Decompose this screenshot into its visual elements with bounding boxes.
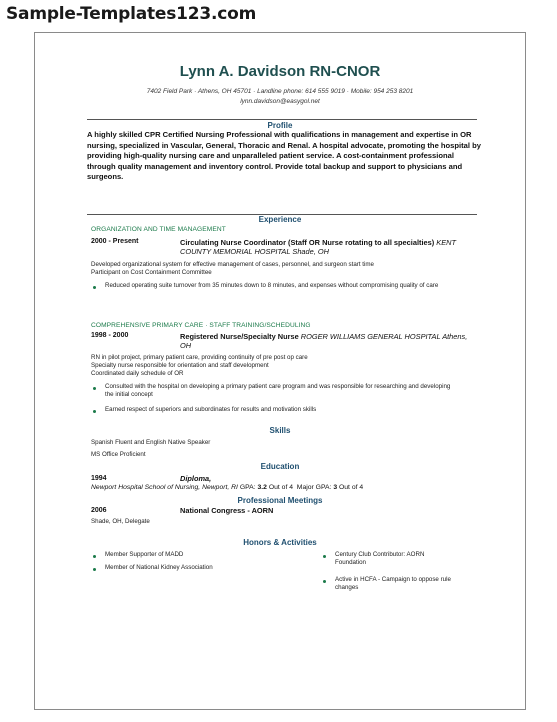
meeting-detail: Shade, OH, Delegate xyxy=(91,518,150,525)
bullet-icon xyxy=(93,568,96,571)
job-bullet: Consulted with the hospital on developing a primary patient care program and was responsible for researching and developing the initial concept xyxy=(105,383,451,398)
bullet-icon xyxy=(323,555,326,558)
experience-title: Experience xyxy=(258,215,302,224)
skill-item: MS Office Proficient xyxy=(91,451,146,458)
major-gpa-label: Major GPA: xyxy=(296,484,332,491)
job-item: Developed organizational system for effective management of cases, personnel, and surgeon start time xyxy=(91,261,374,268)
job-title: Registered Nurse/Specialty Nurse xyxy=(180,332,299,341)
bullet-icon xyxy=(323,580,326,583)
skills-title: Skills xyxy=(269,426,291,435)
bullet-icon xyxy=(93,410,96,413)
honor-item: Member Supporter of MADD xyxy=(105,551,184,558)
honor-item: Member of National Kidney Association xyxy=(105,564,213,571)
job-item: Participant on Cost Containment Committee xyxy=(91,269,212,276)
experience-group-heading: ORGANIZATION AND TIME MANAGEMENT xyxy=(91,226,226,233)
gpa-value: 3.2 xyxy=(257,484,267,491)
bullet-icon xyxy=(93,387,96,390)
job-title: Circulating Nurse Coordinator (Staff OR Nurse rotating to all specialties) xyxy=(180,238,435,247)
email-line[interactable]: lynn.davidson@easygol.net xyxy=(240,98,320,105)
job-date: 2000 - Present xyxy=(91,238,139,245)
site-header xyxy=(0,0,557,28)
education-school: Newport Hospital School of Nursing, Newport, RI xyxy=(91,484,238,491)
gpa-out: Out of 4 xyxy=(268,484,294,491)
education-degree: Diploma, xyxy=(180,474,212,483)
job-item: RN in pilot project, primary patient care, providing continuity of pre post op care xyxy=(91,354,308,361)
major-gpa-value: 3 xyxy=(333,484,338,491)
major-gpa-out: Out of 4 xyxy=(338,484,364,491)
job-employer: KENT COUNTY MEMORIAL HOSPITAL Shade, OH xyxy=(180,238,456,256)
profile-title: Profile xyxy=(267,121,293,130)
profile-rule xyxy=(87,119,477,120)
job-bullet: Reduced operating suite turnover from 35 minutes down to 8 minutes, and expenses without compromising quality of care xyxy=(105,282,439,289)
job-item: Coordinated daily schedule of OR xyxy=(91,370,184,377)
meetings-title: Professional Meetings xyxy=(237,496,323,505)
meeting-year: 2006 xyxy=(91,507,107,514)
resume-page xyxy=(34,32,526,710)
skill-item: Spanish Fluent and English Native Speaker xyxy=(91,439,211,446)
bullet-icon xyxy=(93,286,96,289)
profile-text: A highly skilled CPR Certified Nursing Professional with qualifications in management and expertise in OR nursing, specialized in Vascular, General, Thoracic and Renal. A hospital advocate, promoting the hospital by providing high-quality nursing care and unparalleled patient service. A cost-containment professional through quality management and inventory control. Provide total backup and support to physicians and surgeons. xyxy=(87,130,481,182)
honor-item: Century Club Contributor: AORN Foundation xyxy=(335,551,425,566)
job-date: 1998 - 2000 xyxy=(91,332,129,339)
honors-title: Honors & Activities xyxy=(243,538,317,547)
job-item: Specialty nurse responsible for orientation and staff development xyxy=(91,362,269,369)
gpa-label: GPA: xyxy=(239,484,256,491)
education-year: 1994 xyxy=(91,475,107,482)
meeting-event: National Congress - AORN xyxy=(180,506,274,515)
job-employer: ROGER WILLIAMS GENERAL HOSPITAL Athens, OH xyxy=(180,332,468,350)
job-role xyxy=(180,238,480,256)
education-detail xyxy=(91,484,363,491)
resume-name: Lynn A. Davidson RN-CNOR xyxy=(179,63,381,80)
experience-group-heading: COMPREHENSIVE PRIMARY CARE · STAFF TRAINING/SCHEDULING xyxy=(91,322,311,329)
bullet-icon xyxy=(93,555,96,558)
education-title: Education xyxy=(260,462,300,471)
contact-line: 7402 Field Park · Athens, OH 45701 · Landline phone: 614 555 9019 · Mobile: 954 253 8201 xyxy=(146,88,414,95)
site-title: Sample-Templates123.com xyxy=(6,4,257,24)
job-role xyxy=(180,332,480,350)
job-bullet: Earned respect of superiors and subordinates for results and motivation skills xyxy=(105,406,317,413)
honor-item: Active in HCFA - Campaign to oppose rule changes xyxy=(335,576,451,591)
